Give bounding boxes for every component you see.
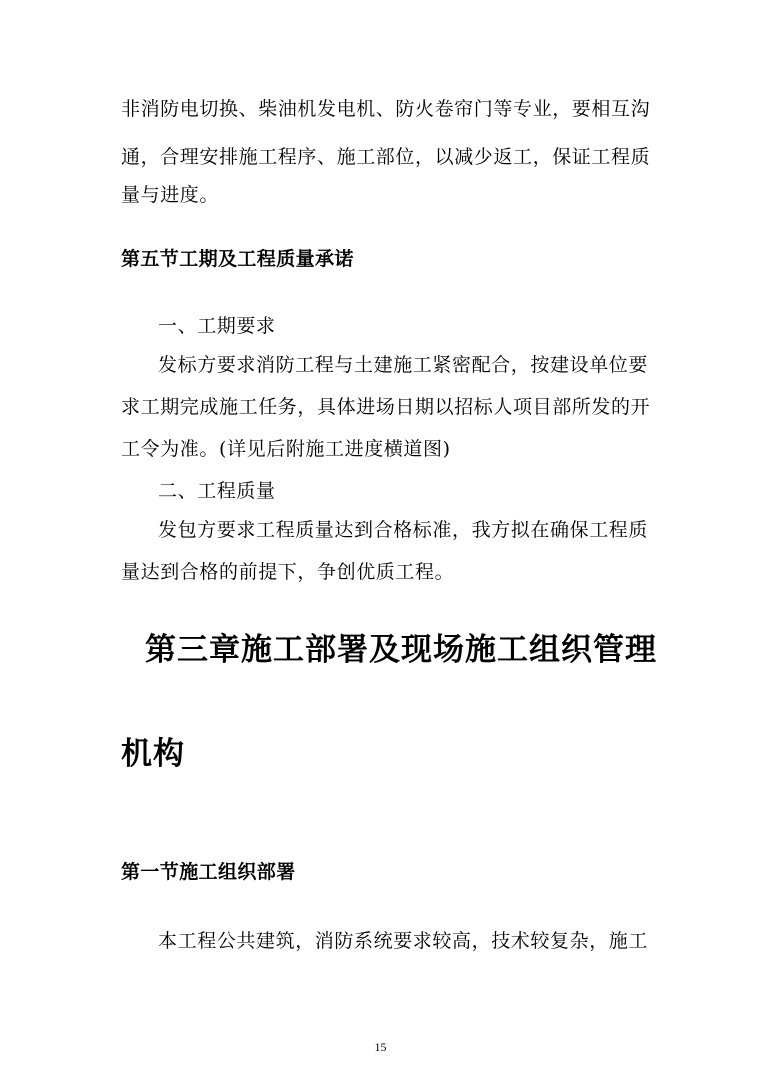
section-5-item-1-line-1: 发标方要求消防工程与土建施工紧密配合，按建设单位要	[158, 354, 649, 376]
section-1-title: 第一节施工组织部署	[121, 861, 296, 883]
chapter-3-title-line-2: 机构	[121, 736, 185, 772]
section-5-title: 第五节工期及工程质量承诺	[121, 248, 354, 270]
section-5-item-1-line-3: 工令为准。(详见后附施工进度横道图)	[121, 438, 451, 460]
section-5-item-2-line-1: 发包方要求工程质量达到合格标准，我方拟在确保工程质	[158, 519, 649, 541]
section-5-item-1-heading: 一、工期要求	[158, 315, 276, 337]
section-5-item-2-line-2: 量达到合格的前提下，争创优质工程。	[121, 561, 455, 583]
section-5-item-1-line-2: 求工期完成施工任务，具体进场日期以招标人项目部所发的开	[121, 396, 651, 418]
paragraph-1-line-2: 通，合理安排施工程序、施工部位，以减少返工，保证工程质	[121, 146, 651, 168]
page-number: 15	[374, 1040, 387, 1054]
chapter-3-title-line-1: 第三章施工部署及现场施工组织管理	[145, 632, 657, 668]
paragraph-1-line-1: 非消防电切换、柴油机发电机、防火卷帘门等专业，要相互沟	[121, 98, 651, 120]
paragraph-1-line-3: 量与进度。	[121, 184, 220, 206]
section-5-item-2-heading: 二、工程质量	[158, 480, 276, 502]
section-1-line-1: 本工程公共建筑，消防系统要求较高，技术较复杂，施工	[158, 930, 649, 952]
